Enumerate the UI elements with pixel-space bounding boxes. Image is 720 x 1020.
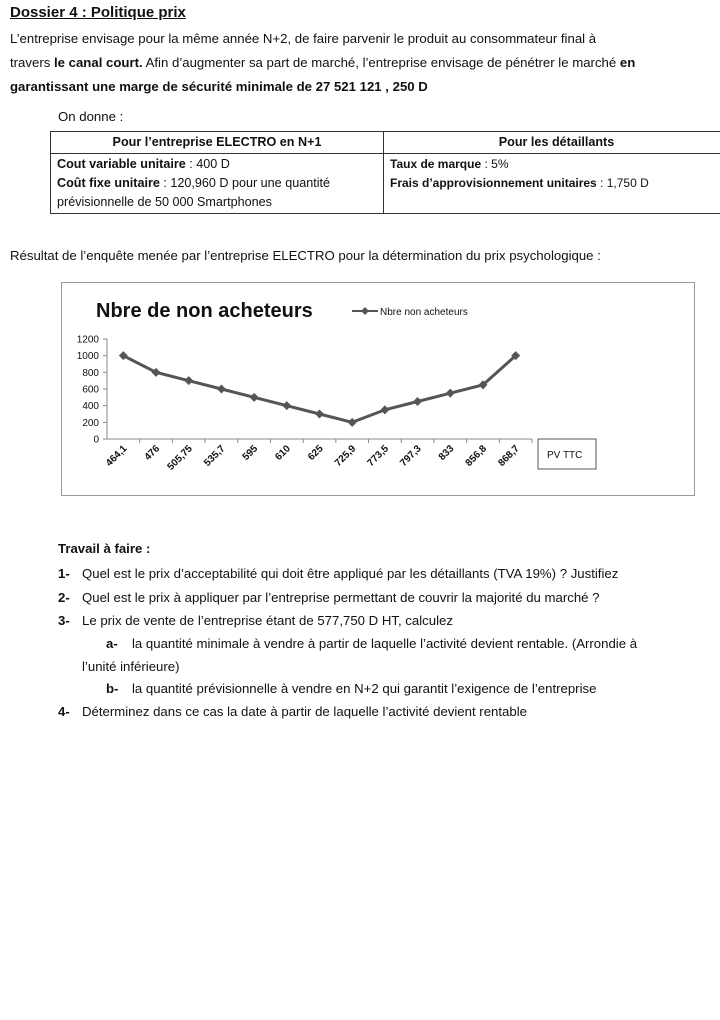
data-point — [250, 393, 259, 402]
plot-area — [77, 335, 532, 473]
x-tick-label: 868,7 — [496, 443, 522, 469]
data-point — [282, 401, 291, 410]
question-4 — [58, 701, 527, 723]
x-tick-label: 610 — [273, 443, 293, 463]
table-cell-detaillants — [384, 154, 720, 214]
q3-text: Le prix de vente de l’entreprise étant de 577,750 D HT, calculez — [82, 613, 453, 628]
chart-container — [61, 282, 695, 496]
intro-text-1: L’entreprise envisage pour la même année N+2, de faire parvenir le produit au consommateur final à — [10, 31, 597, 46]
question-3a — [106, 633, 637, 655]
data-point — [446, 389, 455, 398]
x-tick-label: 595 — [240, 443, 261, 463]
intro-line-2 — [10, 51, 718, 75]
legend-label: Nbre non acheteurs — [380, 307, 468, 318]
data-point — [184, 376, 193, 385]
y-tick-label: 400 — [82, 401, 99, 413]
frais-value: : 1,750 D — [596, 176, 649, 190]
intro-canal-court: le canal court. — [53, 55, 143, 70]
data-table — [50, 131, 720, 214]
intro-line-3: garantissant une marge de sécurité minimale de 27 521 121 , 250 D — [10, 79, 428, 94]
x-tick-label: 797,3 — [398, 443, 424, 469]
intro-line-1 — [10, 27, 718, 51]
intro-text-2c: en — [619, 55, 636, 70]
table-cell-entreprise — [51, 154, 384, 214]
data-point — [380, 405, 389, 414]
x-axis-label: PV TTC — [547, 450, 583, 461]
frais-label: Frais d’approvisionnement unitaires — [390, 176, 597, 190]
cf-value: : 120,960 D pour une quantité — [159, 176, 331, 190]
cf-label: Coût fixe unitaire — [57, 176, 160, 190]
cf-quantity: prévisionnelle de 50 000 Smartphones — [57, 195, 272, 209]
q1-text: Quel est le prix d’acceptabilité qui doit être appliqué par les détaillants (TVA 19%) ? Justifiez — [82, 566, 619, 581]
x-tick-label: 833 — [436, 443, 457, 463]
question-1 — [58, 563, 618, 585]
x-tick-label: 625 — [306, 443, 326, 463]
question-3a-cont: l’unité inférieure) — [82, 659, 180, 674]
q2-text: Quel est le prix à appliquer par l’entreprise permettant de couvrir la majorité du marché ? — [82, 590, 600, 605]
y-tick-label: 800 — [82, 367, 99, 379]
taux-label: Taux de marque — [390, 157, 482, 171]
taux-value: : 5% — [481, 157, 509, 171]
survey-text: Résultat de l’enquête menée par l’entreprise ELECTRO pour la détermination du prix psychologique : — [10, 248, 601, 263]
table-header-left: Pour l’entreprise ELECTRO en N+1 — [51, 132, 384, 154]
q2-number: 2- — [58, 590, 70, 605]
y-tick-label: 600 — [82, 384, 99, 396]
y-tick-label: 200 — [82, 417, 99, 429]
x-tick-label: 856,8 — [463, 443, 490, 469]
cv-value: : 400 D — [185, 157, 230, 171]
data-point — [315, 410, 324, 419]
question-2 — [58, 587, 600, 609]
travail-heading: Travail à faire : — [58, 541, 151, 556]
table-header-right: Pour les détaillants — [384, 132, 720, 154]
x-tick-label: 476 — [142, 443, 163, 463]
x-tick-label: 505,75 — [165, 443, 195, 473]
intro-text-2b: Afin d’augmenter sa part de marché, l’entreprise envisage de pénétrer le marché — [142, 55, 620, 70]
chart-title: Nbre de non acheteurs — [96, 300, 313, 322]
y-tick-label: 0 — [93, 434, 99, 446]
cv-label: Cout variable unitaire — [57, 157, 186, 171]
qa-text: la quantité minimale à vendre à partir de laquelle l’activité devient rentable. (Arrondie à — [132, 636, 638, 651]
data-point — [348, 418, 357, 427]
x-tick-label: 725,9 — [332, 443, 359, 469]
data-point — [217, 385, 226, 394]
on-donne-label: On donne : — [58, 109, 124, 124]
x-tick-label: 773,5 — [365, 443, 392, 469]
q4-number: 4- — [58, 704, 70, 719]
question-3 — [58, 610, 453, 632]
q3-number: 3- — [58, 613, 70, 628]
data-point — [413, 397, 422, 406]
page-title: Dossier 4 : Politique prix — [10, 4, 186, 21]
qb-number: b- — [106, 681, 119, 696]
y-tick-label: 1000 — [76, 351, 99, 363]
q4-text: Déterminez dans ce cas la date à partir de laquelle l’activité devient rentable — [82, 704, 527, 719]
qa-number: a- — [106, 636, 118, 651]
question-3b — [106, 678, 596, 700]
line-chart — [62, 283, 694, 495]
x-tick-label: 535,7 — [202, 443, 228, 469]
legend-marker — [361, 307, 369, 315]
qb-text: la quantité prévisionnelle à vendre en N+2 qui garantit l’exigence de l’entreprise — [132, 681, 597, 696]
y-tick-label: 1200 — [76, 334, 99, 346]
x-tick-label: 464,1 — [103, 443, 130, 469]
intro-text-2a: travers — [10, 55, 54, 70]
q1-number: 1- — [58, 566, 70, 581]
